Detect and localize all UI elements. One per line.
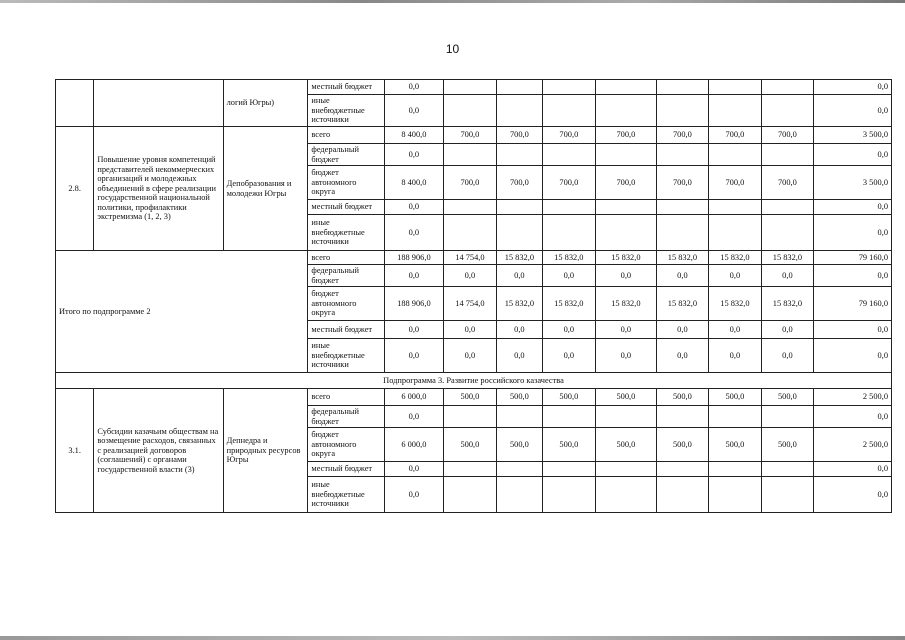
source-cell: иные внебюджетные источники bbox=[308, 95, 385, 127]
value-cell: 500,0 bbox=[709, 389, 762, 406]
value-cell bbox=[443, 215, 497, 251]
value-cell bbox=[656, 95, 709, 127]
source-cell: всего bbox=[308, 251, 385, 265]
value-cell: 500,0 bbox=[656, 428, 709, 462]
source-cell: местный бюджет bbox=[308, 80, 385, 95]
source-cell: бюджет автономного округа bbox=[308, 166, 385, 200]
value-cell: 500,0 bbox=[443, 389, 497, 406]
value-cell bbox=[709, 215, 762, 251]
table-row bbox=[56, 251, 892, 265]
value-cell: 0,0 bbox=[385, 477, 444, 513]
source-cell: местный бюджет bbox=[308, 462, 385, 477]
value-cell: 700,0 bbox=[497, 166, 542, 200]
name-cell: Субсидии казачьим обществам на возмещение расходов, связанных с реализацией договоров (соглашений) с органами государственной власти (3) bbox=[94, 389, 223, 513]
value-cell: 0,0 bbox=[814, 462, 892, 477]
value-cell: 700,0 bbox=[656, 127, 709, 144]
value-cell bbox=[656, 215, 709, 251]
source-cell: бюджет автономного округа bbox=[308, 428, 385, 462]
value-cell bbox=[761, 144, 814, 166]
value-cell bbox=[709, 95, 762, 127]
value-cell: 500,0 bbox=[497, 389, 542, 406]
value-cell: 0,0 bbox=[814, 265, 892, 287]
value-cell: 15 832,0 bbox=[761, 251, 814, 265]
table-row bbox=[56, 80, 892, 95]
value-cell: 0,0 bbox=[709, 339, 762, 373]
source-cell: всего bbox=[308, 127, 385, 144]
value-cell: 0,0 bbox=[542, 265, 596, 287]
value-cell bbox=[709, 406, 762, 428]
value-cell bbox=[656, 406, 709, 428]
value-cell: 0,0 bbox=[709, 321, 762, 339]
value-cell: 0,0 bbox=[761, 265, 814, 287]
value-cell bbox=[497, 200, 542, 215]
value-cell bbox=[443, 200, 497, 215]
value-cell: 3 500,0 bbox=[814, 166, 892, 200]
subtotal-label: Итого по подпрограмме 2 bbox=[56, 251, 308, 373]
value-cell: 0,0 bbox=[497, 339, 542, 373]
value-cell: 700,0 bbox=[761, 127, 814, 144]
value-cell: 0,0 bbox=[814, 95, 892, 127]
value-cell: 0,0 bbox=[814, 200, 892, 215]
value-cell: 0,0 bbox=[814, 339, 892, 373]
source-cell: федеральный бюджет bbox=[308, 144, 385, 166]
value-cell bbox=[596, 200, 657, 215]
value-cell: 0,0 bbox=[385, 144, 444, 166]
value-cell: 700,0 bbox=[709, 127, 762, 144]
value-cell: 0,0 bbox=[596, 265, 657, 287]
value-cell bbox=[656, 462, 709, 477]
value-cell: 15 832,0 bbox=[761, 287, 814, 321]
num-cell bbox=[56, 80, 94, 127]
value-cell: 700,0 bbox=[761, 166, 814, 200]
value-cell: 0,0 bbox=[542, 339, 596, 373]
value-cell: 0,0 bbox=[814, 144, 892, 166]
value-cell: 15 832,0 bbox=[542, 287, 596, 321]
value-cell bbox=[596, 477, 657, 513]
value-cell: 500,0 bbox=[709, 428, 762, 462]
value-cell bbox=[596, 462, 657, 477]
value-cell: 0,0 bbox=[443, 339, 497, 373]
executor-cell: Депнедра и природных ресурсов Югры bbox=[223, 389, 308, 513]
value-cell: 15 832,0 bbox=[497, 251, 542, 265]
value-cell: 0,0 bbox=[596, 339, 657, 373]
value-cell bbox=[443, 406, 497, 428]
value-cell: 14 754,0 bbox=[443, 251, 497, 265]
value-cell: 15 832,0 bbox=[709, 287, 762, 321]
source-cell: иные внебюджетные источники bbox=[308, 339, 385, 373]
value-cell bbox=[443, 477, 497, 513]
value-cell: 15 832,0 bbox=[542, 251, 596, 265]
subprogram-title: Подпрограмма 3. Развитие российского казачества bbox=[56, 373, 892, 389]
value-cell: 8 400,0 bbox=[385, 166, 444, 200]
value-cell: 700,0 bbox=[497, 127, 542, 144]
value-cell: 8 400,0 bbox=[385, 127, 444, 144]
value-cell bbox=[497, 462, 542, 477]
value-cell: 15 832,0 bbox=[656, 287, 709, 321]
source-cell: всего bbox=[308, 389, 385, 406]
value-cell: 0,0 bbox=[385, 215, 444, 251]
value-cell bbox=[761, 215, 814, 251]
value-cell: 0,0 bbox=[814, 215, 892, 251]
budget-table bbox=[55, 79, 892, 513]
value-cell bbox=[443, 95, 497, 127]
value-cell: 6 000,0 bbox=[385, 389, 444, 406]
value-cell bbox=[542, 144, 596, 166]
table-row bbox=[56, 127, 892, 144]
value-cell bbox=[497, 215, 542, 251]
value-cell bbox=[656, 200, 709, 215]
value-cell bbox=[497, 406, 542, 428]
value-cell bbox=[497, 95, 542, 127]
source-cell: иные внебюджетные источники bbox=[308, 477, 385, 513]
value-cell bbox=[761, 80, 814, 95]
value-cell: 0,0 bbox=[497, 321, 542, 339]
value-cell: 700,0 bbox=[542, 166, 596, 200]
value-cell: 15 832,0 bbox=[596, 287, 657, 321]
value-cell: 0,0 bbox=[761, 321, 814, 339]
source-cell: местный бюджет bbox=[308, 321, 385, 339]
value-cell: 700,0 bbox=[596, 166, 657, 200]
value-cell: 700,0 bbox=[656, 166, 709, 200]
value-cell bbox=[542, 462, 596, 477]
value-cell: 500,0 bbox=[497, 428, 542, 462]
value-cell: 700,0 bbox=[443, 127, 497, 144]
value-cell bbox=[596, 144, 657, 166]
value-cell: 0,0 bbox=[497, 265, 542, 287]
value-cell: 0,0 bbox=[385, 80, 444, 95]
value-cell: 15 832,0 bbox=[709, 251, 762, 265]
source-cell: федеральный бюджет bbox=[308, 265, 385, 287]
source-cell: иные внебюджетные источники bbox=[308, 215, 385, 251]
value-cell: 700,0 bbox=[542, 127, 596, 144]
value-cell: 700,0 bbox=[443, 166, 497, 200]
value-cell bbox=[709, 200, 762, 215]
value-cell bbox=[596, 215, 657, 251]
table-row bbox=[56, 389, 892, 406]
value-cell bbox=[443, 462, 497, 477]
value-cell: 2 500,0 bbox=[814, 428, 892, 462]
value-cell: 700,0 bbox=[709, 166, 762, 200]
value-cell: 14 754,0 bbox=[443, 287, 497, 321]
value-cell bbox=[656, 144, 709, 166]
value-cell bbox=[709, 477, 762, 513]
value-cell bbox=[497, 477, 542, 513]
value-cell: 79 160,0 bbox=[814, 287, 892, 321]
value-cell: 0,0 bbox=[385, 321, 444, 339]
value-cell: 500,0 bbox=[761, 389, 814, 406]
value-cell: 0,0 bbox=[596, 321, 657, 339]
value-cell: 0,0 bbox=[443, 321, 497, 339]
value-cell: 15 832,0 bbox=[497, 287, 542, 321]
value-cell: 0,0 bbox=[443, 265, 497, 287]
value-cell: 500,0 bbox=[656, 389, 709, 406]
value-cell bbox=[656, 80, 709, 95]
scan-top-edge bbox=[0, 0, 905, 3]
value-cell bbox=[761, 462, 814, 477]
page-number: 10 bbox=[445, 42, 460, 56]
value-cell bbox=[497, 144, 542, 166]
value-cell: 500,0 bbox=[596, 389, 657, 406]
value-cell: 0,0 bbox=[385, 406, 444, 428]
value-cell: 0,0 bbox=[656, 265, 709, 287]
value-cell bbox=[596, 95, 657, 127]
value-cell bbox=[596, 80, 657, 95]
value-cell: 0,0 bbox=[814, 477, 892, 513]
value-cell bbox=[761, 477, 814, 513]
value-cell: 0,0 bbox=[709, 265, 762, 287]
value-cell: 0,0 bbox=[814, 406, 892, 428]
value-cell bbox=[542, 477, 596, 513]
value-cell bbox=[443, 80, 497, 95]
num-cell: 3.1. bbox=[56, 389, 94, 513]
executor-cell: Депобразования и молодежи Югры bbox=[223, 127, 308, 251]
value-cell bbox=[709, 144, 762, 166]
value-cell bbox=[596, 406, 657, 428]
value-cell: 2 500,0 bbox=[814, 389, 892, 406]
executor-cell: логий Югры) bbox=[223, 80, 308, 127]
source-cell: федеральный бюджет bbox=[308, 406, 385, 428]
value-cell: 0,0 bbox=[385, 95, 444, 127]
value-cell: 0,0 bbox=[385, 200, 444, 215]
value-cell: 0,0 bbox=[385, 265, 444, 287]
value-cell bbox=[709, 80, 762, 95]
value-cell: 0,0 bbox=[385, 339, 444, 373]
value-cell bbox=[761, 200, 814, 215]
value-cell bbox=[542, 80, 596, 95]
table-row bbox=[56, 373, 892, 389]
value-cell: 0,0 bbox=[385, 462, 444, 477]
value-cell bbox=[709, 462, 762, 477]
value-cell bbox=[497, 80, 542, 95]
name-cell: Повышение уровня компетенций представителей некоммерческих организаций и молодежных объединений в сфере реализации государственной национальной политики, профилактики экстремизма (1, 2, 3) bbox=[94, 127, 223, 251]
value-cell: 0,0 bbox=[542, 321, 596, 339]
value-cell: 188 906,0 bbox=[385, 287, 444, 321]
value-cell bbox=[761, 406, 814, 428]
value-cell bbox=[443, 144, 497, 166]
value-cell: 700,0 bbox=[596, 127, 657, 144]
value-cell: 79 160,0 bbox=[814, 251, 892, 265]
name-cell bbox=[94, 80, 223, 127]
value-cell bbox=[542, 95, 596, 127]
value-cell: 3 500,0 bbox=[814, 127, 892, 144]
value-cell: 15 832,0 bbox=[596, 251, 657, 265]
value-cell bbox=[542, 200, 596, 215]
value-cell: 15 832,0 bbox=[656, 251, 709, 265]
value-cell: 188 906,0 bbox=[385, 251, 444, 265]
value-cell: 500,0 bbox=[443, 428, 497, 462]
value-cell: 0,0 bbox=[814, 80, 892, 95]
value-cell bbox=[542, 215, 596, 251]
value-cell: 500,0 bbox=[542, 428, 596, 462]
value-cell: 0,0 bbox=[814, 321, 892, 339]
value-cell: 500,0 bbox=[596, 428, 657, 462]
value-cell: 0,0 bbox=[656, 339, 709, 373]
value-cell: 0,0 bbox=[656, 321, 709, 339]
value-cell bbox=[542, 406, 596, 428]
value-cell: 500,0 bbox=[761, 428, 814, 462]
value-cell: 500,0 bbox=[542, 389, 596, 406]
value-cell bbox=[761, 95, 814, 127]
num-cell: 2.8. bbox=[56, 127, 94, 251]
value-cell: 0,0 bbox=[761, 339, 814, 373]
source-cell: местный бюджет bbox=[308, 200, 385, 215]
value-cell: 6 000,0 bbox=[385, 428, 444, 462]
source-cell: бюджет автономного округа bbox=[308, 287, 385, 321]
scan-bottom-edge bbox=[0, 636, 905, 640]
value-cell bbox=[656, 477, 709, 513]
